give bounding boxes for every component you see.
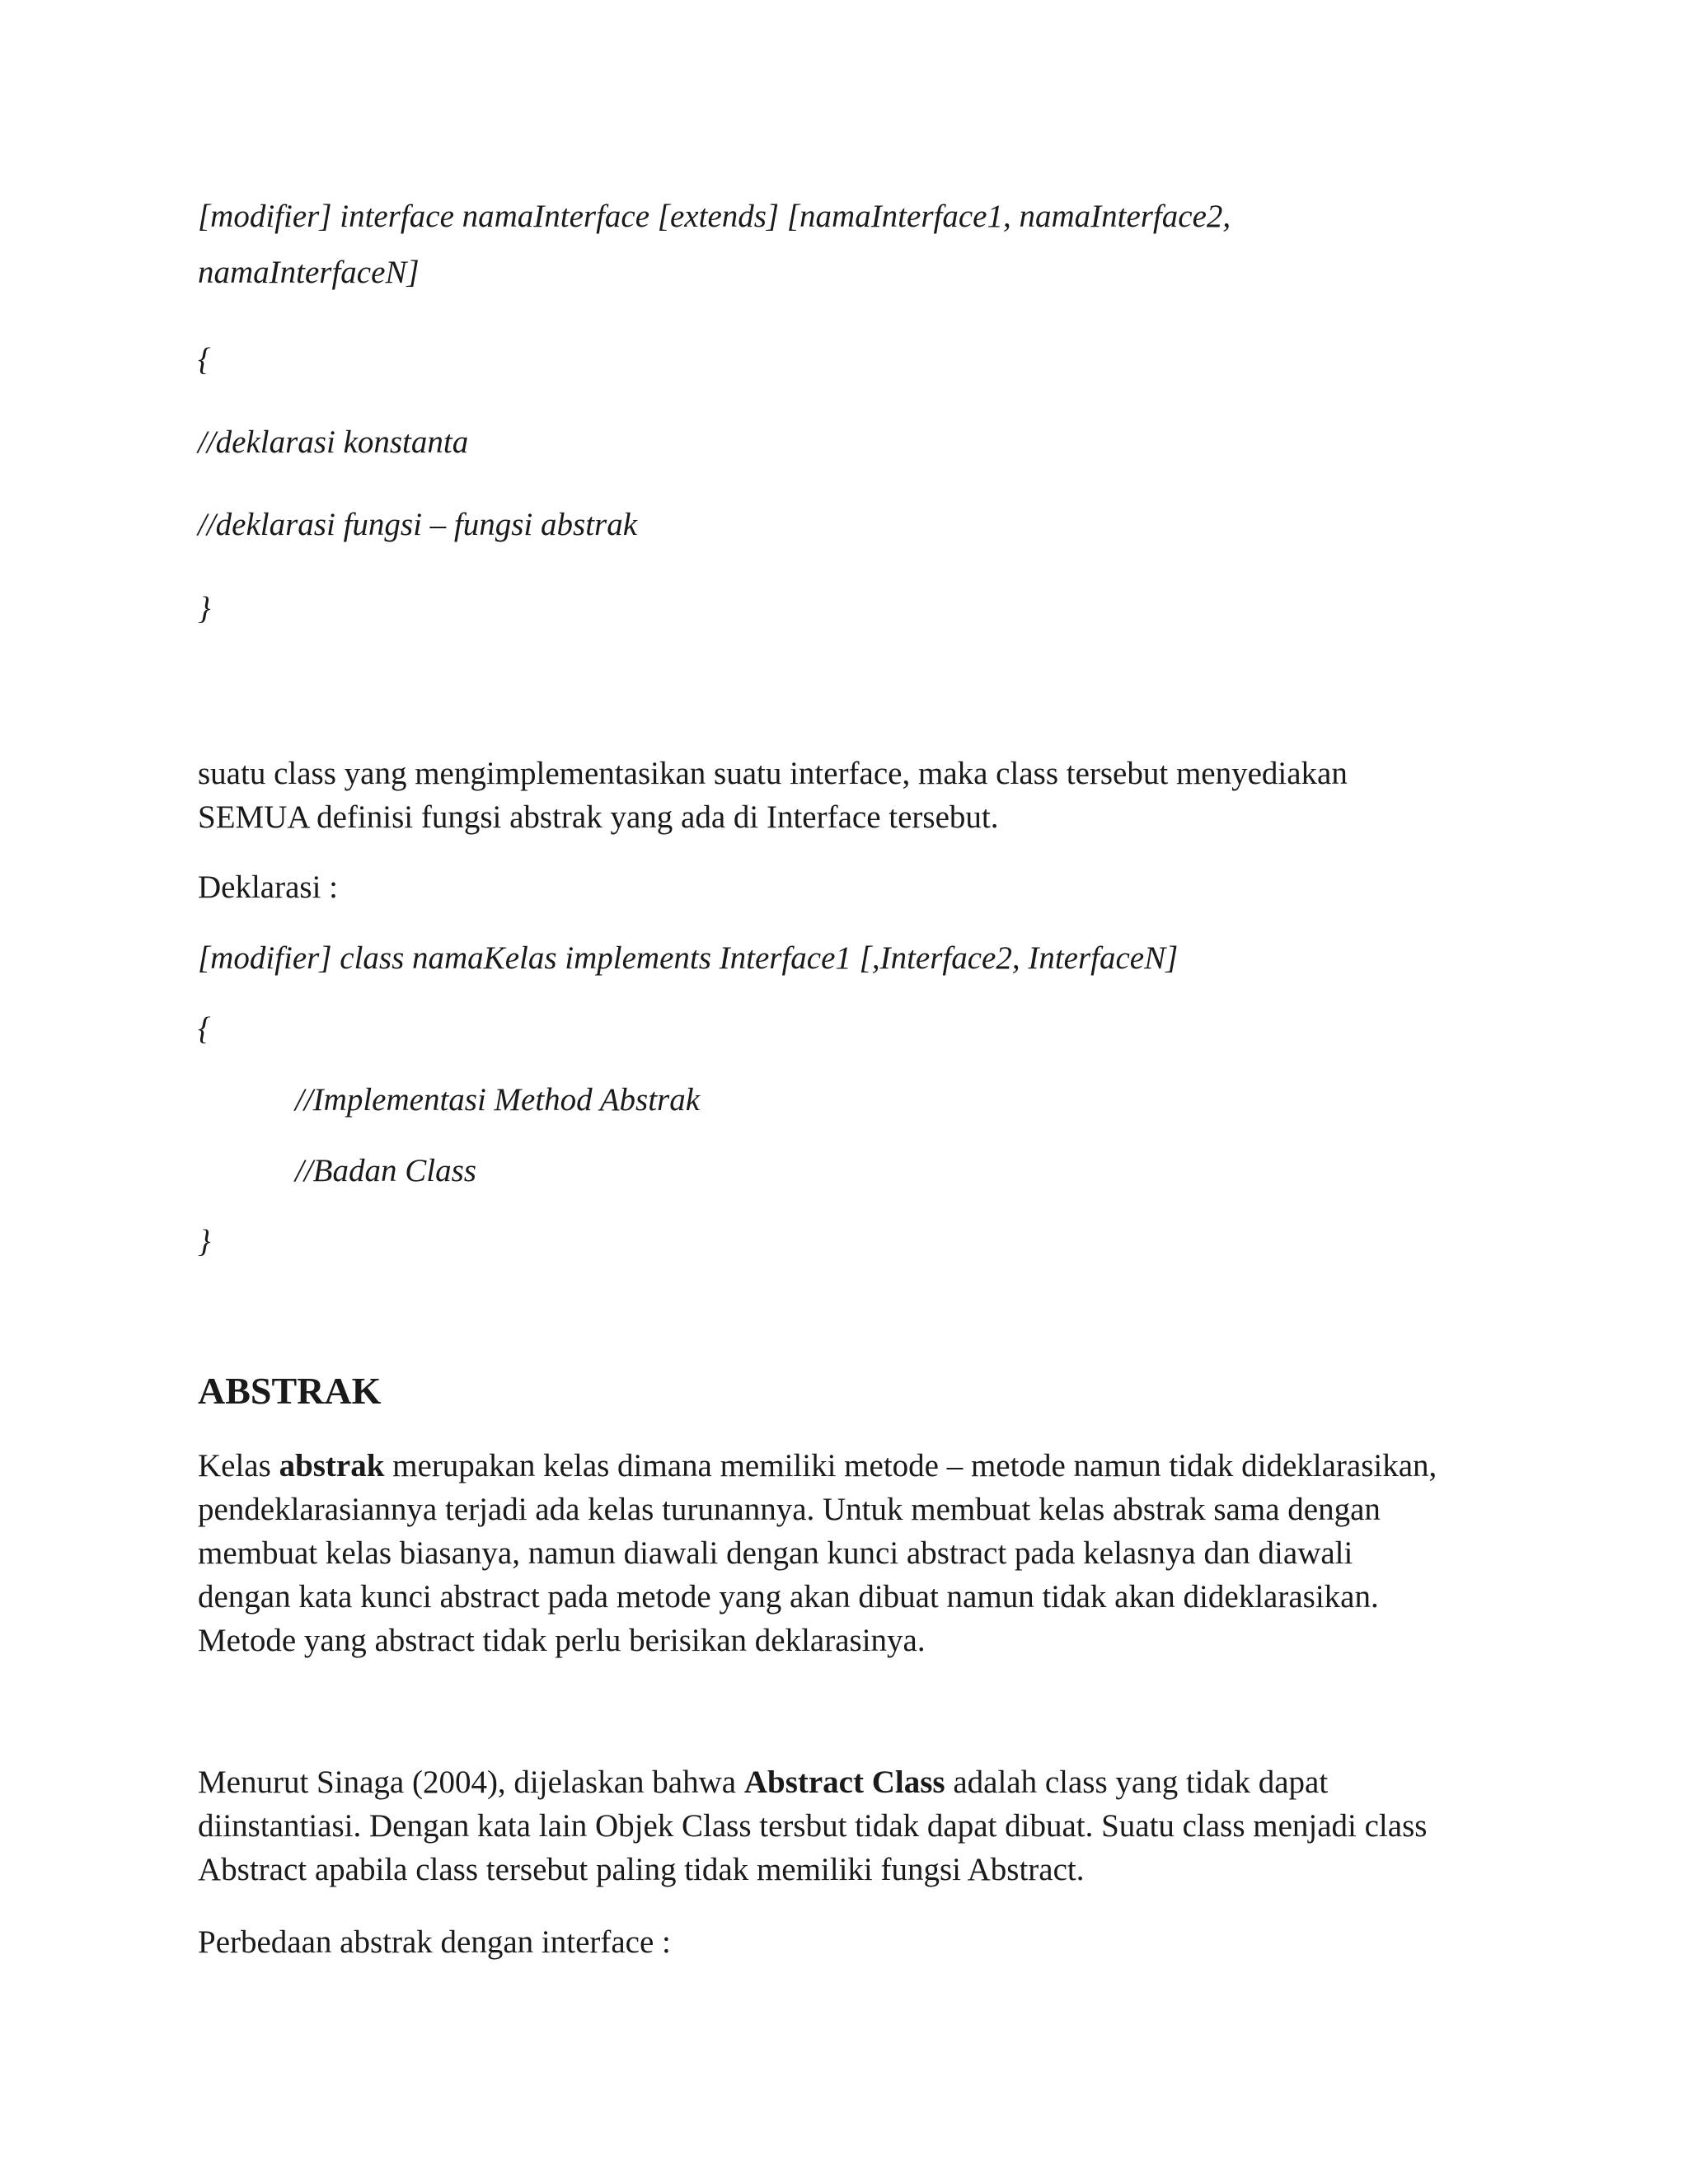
class-comment-implementasi: //Implementasi Method Abstrak <box>295 1082 701 1118</box>
class-implements-signature: [modifier] class namaKelas implements Interface1 [,Interface2, InterfaceN] <box>198 940 1179 976</box>
paragraph-abstrak-line-1-post: merupakan kelas dimana memiliki metode – metode namun tidak dideklarasikan, <box>384 1448 1437 1483</box>
interface-syntax-line-2: namaInterfaceN] <box>198 255 420 290</box>
paragraph-sinaga-line-1-post: adalah class yang tidak dapat <box>945 1765 1329 1800</box>
perbedaan-label: Perbedaan abstrak dengan interface : <box>198 1924 671 1960</box>
paragraph-abstrak-line-3: membuat kelas biasanya, namun diawali dengan kunci abstract pada kelasnya dan diawali <box>198 1535 1353 1571</box>
class-open-brace: { <box>198 1011 211 1047</box>
interface-open-brace: { <box>198 342 211 377</box>
paragraph-abstrak-line-4: dengan kata kunci abstract pada metode yang akan dibuat namun tidak akan dideklarasikan. <box>198 1579 1379 1615</box>
interface-comment-fungsi: //deklarasi fungsi – fungsi abstrak <box>198 507 638 542</box>
paragraph-sinaga-line-3: Abstract apabila class tersebut paling tidak memiliki fungsi Abstract. <box>198 1852 1085 1887</box>
paragraph-abstrak-line-2: pendeklarasiannya terjadi ada kelas turunannya. Untuk membuat kelas abstrak sama dengan <box>198 1492 1381 1527</box>
paragraph-abstrak-line-5: Metode yang abstract tidak perlu berisikan deklarasinya. <box>198 1623 926 1658</box>
interface-close-brace: } <box>198 591 211 626</box>
paragraph-sinaga-line-1 <box>198 1760 1328 1804</box>
class-close-brace: } <box>198 1224 211 1259</box>
interface-syntax-line-1: [modifier] interface namaInterface [extends] [namaInterface1, namaInterface2, <box>198 199 1231 234</box>
paragraph-abstrak-line-1-pre: Kelas <box>198 1448 279 1483</box>
paragraph-implements-line-1: suatu class yang mengimplementasikan suatu interface, maka class tersebut menyediakan <box>198 756 1348 791</box>
class-comment-badan: //Badan Class <box>295 1153 476 1188</box>
paragraph-sinaga-line-2: diinstantiasi. Dengan kata lain Objek Class tersbut tidak dapat dibuat. Suatu class menjadi class <box>198 1808 1428 1844</box>
paragraph-sinaga-bold-term: Abstract Class <box>743 1765 945 1800</box>
deklarasi-label: Deklarasi : <box>198 869 339 905</box>
paragraph-abstrak-bold-term: abstrak <box>279 1448 385 1483</box>
section-heading: ABSTRAK <box>198 1370 382 1412</box>
paragraph-sinaga-line-1-pre: Menurut Sinaga (2004), dijelaskan bahwa <box>198 1765 744 1800</box>
paragraph-abstrak-line-1 <box>198 1444 1437 1488</box>
interface-comment-konstanta: //deklarasi konstanta <box>198 424 469 460</box>
paragraph-implements-line-2: SEMUA definisi fungsi abstrak yang ada di Interface tersebut. <box>198 799 999 835</box>
